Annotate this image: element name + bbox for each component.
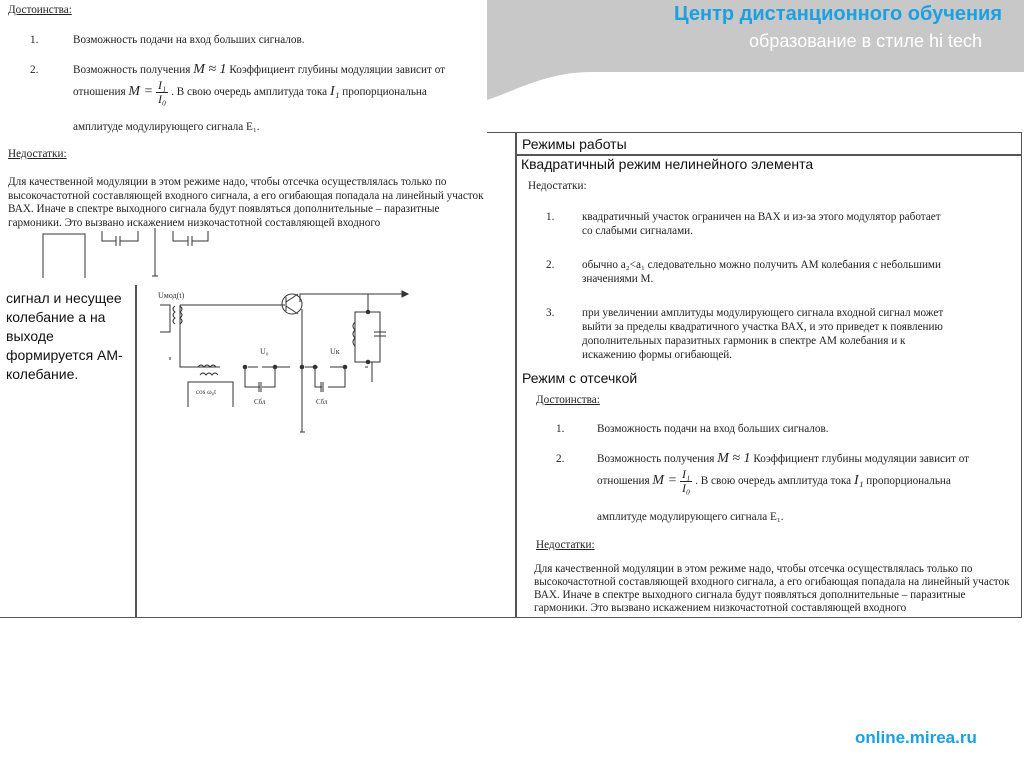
- numerator: I₁: [158, 78, 167, 92]
- column-divider: [515, 132, 517, 618]
- modulator-circuit-diagram: [140, 272, 420, 442]
- quadratic-title: Квадратичный режим нелинейного элемента: [521, 156, 814, 172]
- fraction: [680, 468, 692, 495]
- footer-url[interactable]: online.mirea.ru: [855, 728, 977, 747]
- quadratic-item-num: 3.: [546, 307, 555, 319]
- u0-label: U₀: [260, 347, 269, 356]
- overlay-item-num: 2.: [30, 64, 39, 76]
- cutoff-item-num: 2.: [556, 453, 565, 465]
- text: . В свою очередь амплитуда тока: [695, 475, 852, 488]
- quadratic-item: при увеличении амплитуды модулирующего сигнала входной сигнал может выйти за пределы квадратичного участка ВАХ, и это приведет к появлению дополнительных паразитных гармоник в спектре АМ колебания и к искажению формы огибающей.: [582, 307, 944, 361]
- circuit-fragment: [40, 228, 220, 283]
- formula: M =: [128, 84, 154, 100]
- quadratic-item-num: 2.: [546, 259, 555, 271]
- text: Коэффициент глубины модуляции зависит от: [753, 453, 970, 465]
- cos-label: cos ω₀t: [196, 388, 217, 396]
- quadratic-item: обычно a₂<a₁ следовательно можно получить АМ колебания с небольшими значениями М.: [582, 259, 942, 285]
- overlay-item-num: 1.: [30, 34, 39, 46]
- text: пропорциональна: [342, 86, 427, 99]
- pasted-document-image: [0, 0, 487, 285]
- text: пропорциональна: [866, 475, 951, 488]
- capacitor-label: Cбл: [316, 398, 328, 406]
- fraction: [156, 79, 168, 106]
- denominator: I₀: [682, 481, 691, 495]
- formula: M =: [652, 473, 678, 489]
- header-subtitle: образование в стиле hi tech: [749, 31, 982, 51]
- overlay-item: Возможность подачи на вход больших сигналов.: [73, 34, 305, 46]
- capacitor-label: Cбл: [254, 398, 266, 406]
- text: отношения: [73, 86, 126, 99]
- header-band: [487, 0, 1024, 100]
- overlay-drawbacks-text: Для качественной модуляции в этом режиме надо, чтобы отсечка осуществлялась только по высокочастотной составляющей входного сигнала, а его огибающая попадала на линейный участок ВАХ. Иначе в спектре выходного сигнала будут появляться дополнительные – паразитные гармоники. Это вызвано искажением низкочастотной составляющей входного: [8, 176, 484, 229]
- u-mod-label: Uмод(t): [158, 291, 185, 300]
- cutoff-advantages-label: Достоинства:: [536, 394, 600, 406]
- uk-label: Uк: [330, 347, 340, 356]
- formula: M ≈ 1: [717, 451, 751, 466]
- table-header-cell: Режимы работы: [522, 136, 627, 152]
- left-column-text: сигнал и несущее колебание а на выходе формируется АМ-колебание.: [6, 290, 123, 382]
- overlay-drawbacks-label: Недостатки:: [8, 148, 67, 160]
- cutoff-drawbacks-label: Недостатки:: [536, 539, 595, 551]
- numerator: I₁: [682, 467, 691, 481]
- cutoff-drawbacks-text: Для качественной модуляции в этом режиме надо, чтобы отсечка осуществлялась только по высокочастотной составляющей входного сигнала, а его огибающая попадала на линейный участок ВАХ. Иначе в спектре выходного сигнала будут появляться дополнительные – паразитные гармоники. Это вызвано искажением низкочастотной составляющей входного: [534, 563, 1010, 614]
- cutoff-item-line: амплитуде модулирующего сигнала E₁.: [597, 511, 784, 523]
- cutoff-item-line: [597, 468, 951, 495]
- text: Коэффициент глубины модуляции зависит от: [229, 64, 446, 76]
- cutoff-item-num: 1.: [556, 423, 565, 435]
- cutoff-title: Режим с отсечкой: [522, 370, 638, 386]
- denominator: I₀: [158, 92, 167, 106]
- overlay-advantages-label: Достоинства:: [8, 4, 72, 16]
- quadratic-drawbacks-label: Недостатки:: [528, 180, 587, 192]
- text: Возможность получения: [597, 453, 715, 465]
- formula: M ≈ 1: [193, 62, 227, 77]
- formula: I₁: [853, 473, 864, 489]
- quadratic-item: квадратичный участок ограничен на ВАХ и из-за этого модулятор работает со слабыми сигналами.: [582, 211, 941, 237]
- text: Возможность получения: [73, 64, 191, 76]
- formula: I₁: [329, 84, 340, 100]
- quadratic-item-num: 1.: [546, 211, 555, 223]
- overlay-item-line: [73, 79, 427, 106]
- overlay-item: [73, 61, 445, 79]
- text: . В свою очередь амплитуда тока: [171, 86, 328, 99]
- text: отношения: [597, 475, 650, 488]
- header-title: Центр дистанционного обучения: [674, 3, 1002, 25]
- overlay-item-line: амплитуде модулирующего сигнала E₁.: [73, 121, 260, 133]
- cutoff-item: Возможность подачи на вход больших сигналов.: [597, 423, 829, 435]
- cutoff-item: [597, 450, 969, 468]
